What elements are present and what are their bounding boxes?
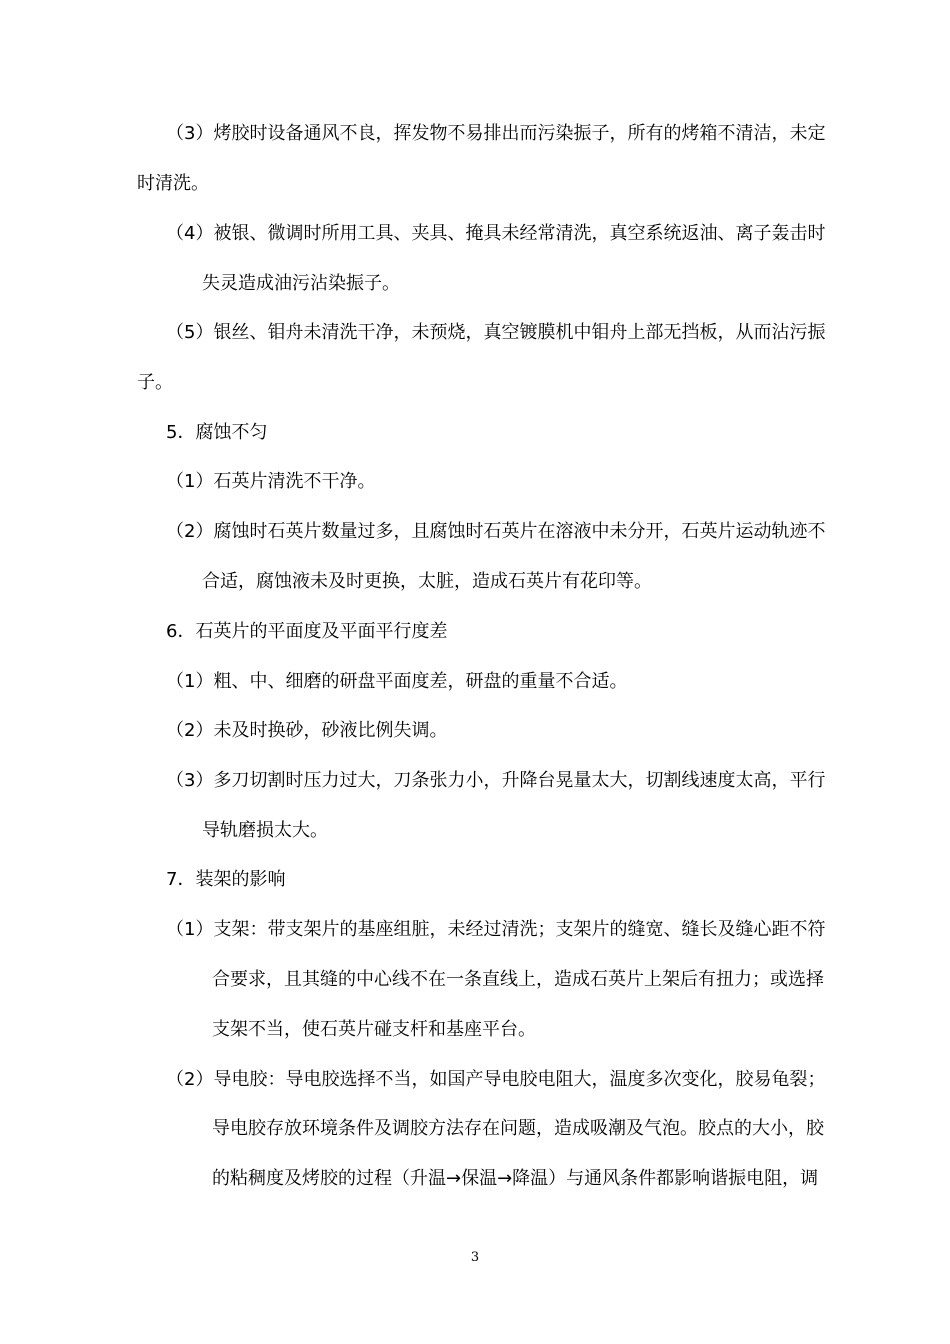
- text-line: （2）未及时换砂，砂液比例失调。: [166, 720, 448, 741]
- page-number: 3: [470, 1250, 480, 1265]
- text-line: 的粘稠度及烤胶的过程（升温→保温→降温）与通风条件都影响谐振电阻，调: [212, 1168, 819, 1189]
- text-line: （2）腐蚀时石英片数量过多，且腐蚀时石英片在溶液中未分开，石英片运动轨迹不: [166, 521, 826, 542]
- text-line: （5）银丝、钼舟未清洗干净，未预烧，真空镀膜机中钼舟上部无挡板，从而沾污振: [166, 322, 826, 343]
- section-heading: 5．腐蚀不匀: [166, 422, 268, 443]
- text-line: （3）多刀切割时压力过大，刀条张力小，升降台晃量太大，切割线速度太高，平行: [166, 770, 826, 791]
- text-line: （1）石英片清洗不干净。: [166, 471, 376, 492]
- text-line: 合要求，且其缝的中心线不在一条直线上，造成石英片上架后有扭力；或选择: [212, 969, 824, 990]
- text-line: 导电胶存放环境条件及调胶方法存在问题，造成吸潮及气泡。胶点的大小，胶: [212, 1118, 824, 1139]
- text-line: （1）支架：带支架片的基座组脏，未经过清洗；支架片的缝宽、缝长及缝心距不符: [166, 919, 826, 940]
- text-line: （2）导电胶：导电胶选择不当，如国产导电胶电阻大，温度多次变化，胶易龟裂；: [166, 1069, 826, 1090]
- text-line: 失灵造成油污沾染振子。: [202, 273, 400, 294]
- text-line: 时清洗。: [137, 173, 209, 194]
- text-line: 导轨磨损太大。: [202, 820, 328, 841]
- text-line: （1）粗、中、细磨的研盘平面度差，研盘的重量不合适。: [166, 671, 628, 692]
- section-heading: 7．装架的影响: [166, 869, 286, 890]
- text-line: 合适，腐蚀液未及时更换，太脏，造成石英片有花印等。: [202, 571, 652, 592]
- text-line: 子。: [137, 372, 173, 393]
- section-heading: 6．石英片的平面度及平面平行度差: [166, 621, 448, 642]
- text-line: （3）烤胶时设备通风不良，挥发物不易排出而污染振子，所有的烤箱不清洁，未定: [166, 123, 826, 144]
- text-line: 支架不当，使石英片碰支杆和基座平台。: [212, 1019, 536, 1040]
- text-line: （4）被银、微调时所用工具、夹具、掩具未经常清洗，真空系统返油、离子轰击时: [166, 223, 826, 244]
